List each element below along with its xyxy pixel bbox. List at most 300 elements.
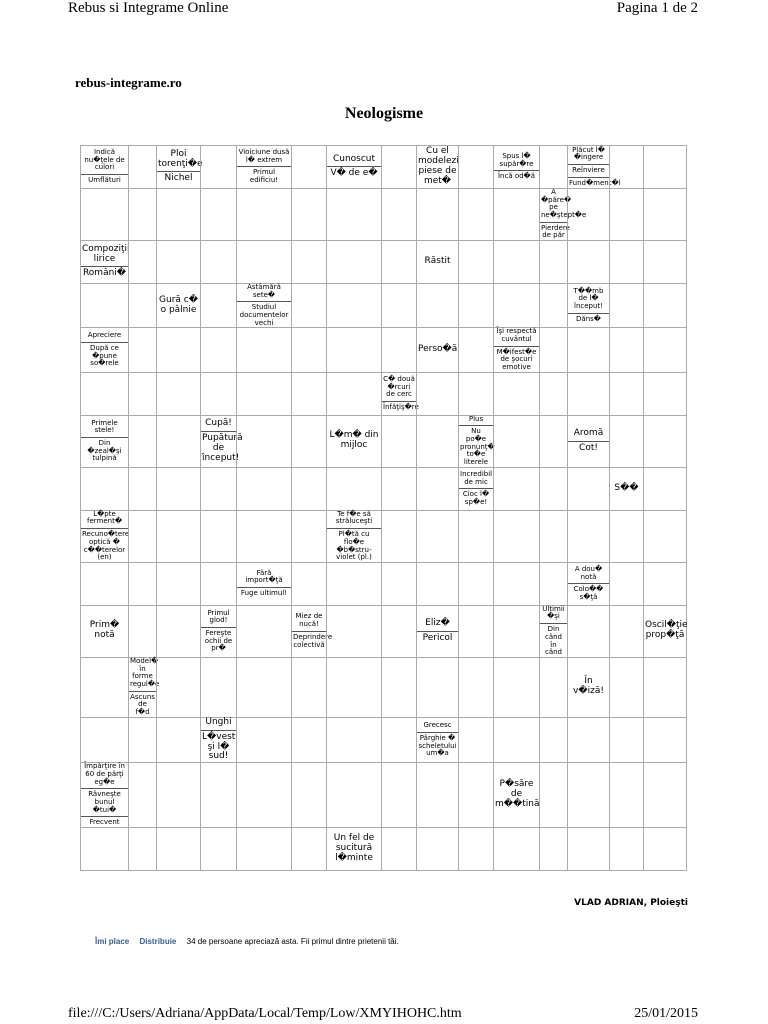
answer-cell[interactable]	[493, 510, 539, 562]
answer-cell[interactable]	[156, 240, 200, 283]
clue-text: Grecesc	[423, 721, 452, 730]
answer-cell[interactable]	[609, 188, 643, 240]
clue-text: Apreciere	[87, 331, 122, 340]
clue-text: Un fel de sucitură l�minte	[333, 833, 375, 863]
clue-cell	[326, 415, 381, 467]
answer-cell[interactable]	[381, 145, 416, 188]
clue-text: Astâmără sete�	[247, 282, 281, 299]
answer-cell[interactable]	[458, 827, 493, 870]
clue-cell	[567, 562, 609, 605]
clue-text: A �păre� pe ne�ştept�e	[541, 187, 587, 219]
answer-cell[interactable]	[156, 510, 200, 562]
clue-text: Incredibil de mic	[460, 469, 493, 486]
answer-cell[interactable]	[381, 415, 416, 467]
answer-cell[interactable]	[80, 562, 128, 605]
answer-cell[interactable]	[381, 467, 416, 510]
answer-cell[interactable]	[609, 827, 643, 870]
answer-cell[interactable]	[200, 467, 236, 510]
answer-cell[interactable]	[128, 188, 156, 240]
answer-cell[interactable]	[128, 510, 156, 562]
answer-cell[interactable]	[458, 283, 493, 327]
answer-cell[interactable]	[236, 327, 291, 371]
clue-text: Perso�ă	[418, 344, 458, 355]
answer-cell[interactable]	[539, 510, 567, 562]
answer-cell[interactable]	[458, 372, 493, 415]
answer-cell[interactable]	[609, 562, 643, 605]
answer-cell[interactable]	[458, 145, 493, 188]
answer-cell[interactable]	[291, 372, 326, 415]
answer-cell[interactable]	[493, 605, 539, 657]
clue-cell	[458, 415, 493, 467]
answer-cell[interactable]	[200, 283, 236, 327]
answer-cell[interactable]	[493, 283, 539, 327]
answer-cell[interactable]	[416, 762, 458, 827]
author-credit: VLAD ADRIAN, Ploieşti	[574, 898, 688, 908]
answer-cell[interactable]	[156, 415, 200, 467]
clue-cell	[156, 283, 200, 327]
answer-cell[interactable]	[493, 657, 539, 717]
clue-cell	[80, 510, 128, 562]
answer-cell[interactable]	[643, 240, 686, 283]
clue-cell	[80, 240, 128, 283]
answer-cell[interactable]	[643, 283, 686, 327]
clue-cell	[493, 327, 539, 371]
answer-cell[interactable]	[291, 327, 326, 371]
answer-cell[interactable]	[291, 188, 326, 240]
clue-text: Frecvent	[81, 816, 128, 827]
answer-cell[interactable]	[609, 415, 643, 467]
clue-cell	[381, 372, 419, 415]
answer-cell[interactable]	[156, 372, 200, 415]
answer-cell[interactable]	[236, 372, 291, 415]
answer-cell[interactable]	[200, 510, 236, 562]
clue-text: Răstit	[424, 256, 451, 267]
answer-cell[interactable]	[493, 240, 539, 283]
answer-cell[interactable]	[326, 605, 381, 657]
answer-cell[interactable]	[643, 327, 686, 371]
clue-cell	[493, 145, 539, 188]
answer-cell[interactable]	[643, 762, 686, 827]
answer-cell[interactable]	[609, 283, 643, 327]
answer-cell[interactable]	[291, 145, 326, 188]
clue-text: Ultimii �şi	[542, 604, 565, 621]
answer-cell[interactable]	[643, 372, 686, 415]
answer-cell[interactable]	[458, 327, 493, 371]
answer-cell[interactable]	[128, 562, 156, 605]
clue-text: Cu el modelezi piese de met�	[418, 146, 459, 186]
answer-cell[interactable]	[381, 510, 416, 562]
clue-text: Aromă	[573, 427, 604, 438]
answer-cell[interactable]	[567, 605, 609, 657]
clue-cell	[80, 415, 128, 467]
answer-cell[interactable]	[326, 283, 381, 327]
answer-cell[interactable]	[609, 762, 643, 827]
clue-cell	[416, 327, 458, 371]
answer-cell[interactable]	[416, 467, 458, 510]
answer-cell[interactable]	[643, 145, 686, 188]
clue-cell	[567, 657, 609, 717]
clue-cell	[326, 510, 381, 562]
answer-cell[interactable]	[539, 467, 567, 510]
answer-cell[interactable]	[291, 762, 326, 827]
answer-cell[interactable]	[291, 827, 326, 870]
clue-cell	[156, 145, 203, 188]
answer-cell[interactable]	[128, 240, 156, 283]
clue-text: Cot!	[568, 441, 609, 454]
clue-text: Umflături	[81, 174, 128, 185]
answer-cell[interactable]	[567, 827, 609, 870]
clue-cell	[291, 605, 333, 657]
clue-text: T��mb de l� început!	[573, 286, 604, 311]
answer-cell[interactable]	[493, 467, 539, 510]
answer-cell[interactable]	[493, 372, 539, 415]
answer-cell[interactable]	[291, 717, 326, 763]
answer-cell[interactable]	[539, 283, 567, 327]
answer-cell[interactable]	[156, 762, 200, 827]
clue-cell	[200, 717, 236, 763]
answer-cell[interactable]	[643, 467, 686, 510]
answer-cell[interactable]	[291, 240, 326, 283]
answer-cell[interactable]	[381, 605, 416, 657]
answer-cell[interactable]	[236, 605, 291, 657]
answer-cell[interactable]	[567, 372, 609, 415]
answer-cell[interactable]	[326, 327, 381, 371]
clue-text: Împărţire în 60 de părţi eg�e	[84, 762, 125, 786]
answer-cell[interactable]	[381, 657, 416, 717]
clue-cell	[236, 562, 291, 605]
answer-cell[interactable]	[291, 562, 326, 605]
answer-cell[interactable]	[567, 188, 609, 240]
answer-cell[interactable]	[381, 188, 416, 240]
clue-text: Nichel	[157, 171, 200, 184]
answer-cell[interactable]	[80, 188, 128, 240]
answer-cell[interactable]	[128, 283, 156, 327]
answer-cell[interactable]	[200, 372, 236, 415]
clue-cell	[80, 605, 128, 657]
clue-text: Fund�ment�l	[569, 178, 621, 187]
answer-cell[interactable]	[200, 327, 236, 371]
clue-text: P�săre de m��tină	[495, 779, 540, 810]
clue-text: L�m� din mijloc	[329, 430, 379, 451]
puzzle-title: Neologisme	[344, 105, 424, 122]
answer-cell[interactable]	[381, 283, 416, 327]
clue-cell	[416, 605, 458, 657]
clue-text: Ploi torenţi�e	[158, 148, 203, 169]
clue-cell	[643, 605, 686, 657]
clue-text: Reînviere	[568, 164, 609, 175]
clue-cell	[567, 415, 609, 467]
clue-text: S��	[614, 482, 639, 493]
answer-cell[interactable]	[200, 188, 236, 240]
answer-cell[interactable]	[567, 717, 609, 763]
answer-cell[interactable]	[156, 188, 200, 240]
answer-cell[interactable]	[416, 657, 458, 717]
share-button[interactable]: Distribuie	[139, 937, 177, 946]
social-bar	[95, 937, 399, 946]
answer-cell[interactable]	[609, 717, 643, 763]
answer-cell[interactable]	[416, 188, 458, 240]
clue-text: Încă od�ă	[494, 170, 539, 181]
clue-text: Gură c� o pâlnie	[159, 294, 198, 315]
answer-cell[interactable]	[236, 762, 291, 827]
answer-cell[interactable]	[200, 240, 236, 283]
answer-cell[interactable]	[326, 372, 381, 415]
answer-cell[interactable]	[643, 827, 686, 870]
clue-text: Fără import�ţă	[245, 568, 283, 585]
answer-cell[interactable]	[200, 145, 236, 188]
answer-cell[interactable]	[326, 657, 381, 717]
answer-cell[interactable]	[381, 240, 416, 283]
clue-text: Primul glod!	[207, 608, 230, 625]
clue-text: În v�iză!	[573, 676, 604, 697]
answer-cell[interactable]	[128, 372, 156, 415]
answer-cell[interactable]	[458, 562, 493, 605]
clue-text: Oscil�ţie prop�ţă	[645, 620, 688, 641]
answer-cell[interactable]	[643, 562, 686, 605]
clue-text: Miez de nucă!	[295, 612, 323, 629]
clue-text: Din �zeal�şi tulpină	[81, 437, 128, 463]
clue-text: Deprindere colectivă	[293, 632, 333, 649]
clue-cell	[326, 145, 381, 188]
answer-cell[interactable]	[128, 415, 156, 467]
answer-cell[interactable]	[80, 717, 128, 763]
answer-cell[interactable]	[156, 605, 200, 657]
clue-text: Model� în forme regul�e	[130, 656, 160, 688]
answer-cell[interactable]	[236, 240, 291, 283]
answer-cell[interactable]	[643, 188, 686, 240]
clue-text: A dou� notă	[574, 564, 603, 581]
answer-cell[interactable]	[493, 827, 539, 870]
answer-cell[interactable]	[200, 562, 236, 605]
answer-cell[interactable]	[567, 467, 609, 510]
answer-cell[interactable]	[493, 415, 539, 467]
answer-cell[interactable]	[326, 762, 381, 827]
answer-cell[interactable]	[458, 717, 493, 763]
answer-cell[interactable]	[156, 327, 200, 371]
clue-text: C� două �rcuri de cerc	[383, 374, 415, 399]
answer-cell[interactable]	[643, 657, 686, 717]
clue-text: Indică nu�ţele de culori	[84, 148, 125, 172]
crossword-grid	[80, 145, 687, 871]
answer-cell[interactable]	[200, 657, 236, 717]
answer-cell[interactable]	[416, 827, 458, 870]
answer-cell[interactable]	[609, 240, 643, 283]
answer-cell[interactable]	[493, 717, 539, 763]
clue-cell	[539, 187, 587, 240]
answer-cell[interactable]	[291, 467, 326, 510]
answer-cell[interactable]	[156, 562, 200, 605]
answer-cell[interactable]	[416, 283, 458, 327]
answer-cell[interactable]	[567, 510, 609, 562]
clue-text: Din când în când	[540, 623, 567, 657]
clue-text: Eliz�	[425, 617, 450, 628]
clue-cell	[236, 145, 291, 188]
answer-cell[interactable]	[236, 657, 291, 717]
answer-cell[interactable]	[539, 240, 567, 283]
answer-cell[interactable]	[567, 762, 609, 827]
answer-cell[interactable]	[458, 762, 493, 827]
clue-text: Pupătură de început!	[202, 432, 243, 463]
answer-cell[interactable]	[326, 717, 381, 763]
answer-cell[interactable]	[236, 188, 291, 240]
answer-cell[interactable]	[609, 510, 643, 562]
clue-text: Fuge ultimul!	[237, 587, 291, 598]
clue-cell	[200, 605, 236, 657]
answer-cell[interactable]	[643, 415, 686, 467]
answer-cell[interactable]	[156, 467, 200, 510]
answer-cell[interactable]	[236, 827, 291, 870]
answer-cell[interactable]	[381, 717, 416, 763]
answer-cell[interactable]	[381, 327, 416, 371]
clue-text: Cioc l� sp�e!	[459, 488, 493, 506]
answer-cell[interactable]	[458, 510, 493, 562]
answer-cell[interactable]	[128, 467, 156, 510]
answer-cell[interactable]	[416, 415, 458, 467]
answer-cell[interactable]	[236, 415, 291, 467]
answer-cell[interactable]	[80, 467, 128, 510]
answer-cell[interactable]	[609, 145, 643, 188]
clue-text: Pericol	[417, 631, 458, 644]
clue-text: M�ifest�e de şocuri emotive	[494, 346, 539, 372]
browser-page-title: Rebus si Integrame Online	[68, 0, 229, 16]
answer-cell[interactable]	[416, 562, 458, 605]
answer-cell[interactable]	[493, 562, 539, 605]
answer-cell[interactable]	[643, 717, 686, 763]
answer-cell[interactable]	[539, 717, 567, 763]
clue-text: V� de e�	[327, 166, 381, 179]
clue-text: Dăns�	[568, 313, 609, 324]
answer-cell[interactable]	[80, 657, 128, 717]
answer-cell[interactable]	[381, 762, 416, 827]
answer-cell[interactable]	[291, 510, 326, 562]
clue-text: Fereşte ochii de pr�	[201, 627, 236, 653]
answer-cell[interactable]	[128, 327, 156, 371]
clue-cell	[80, 762, 128, 827]
answer-cell[interactable]	[416, 510, 458, 562]
answer-cell[interactable]	[80, 283, 128, 327]
answer-cell[interactable]	[493, 188, 539, 240]
answer-cell[interactable]	[539, 372, 567, 415]
clue-text: Unghi	[205, 716, 232, 727]
like-count-text: 34 de persoane apreciază asta. Fii primul dintre prietenii tăi.	[186, 937, 399, 946]
answer-cell[interactable]	[80, 827, 128, 870]
clue-text: Prim� notă	[89, 620, 120, 641]
clue-text: Studiul documentelor vechi	[237, 301, 291, 327]
clue-cell	[128, 656, 160, 717]
clue-text: Primele stele!	[91, 418, 118, 435]
clue-cell	[416, 145, 458, 188]
like-button[interactable]: Îmi place	[95, 937, 130, 946]
clue-cell	[609, 467, 643, 510]
answer-cell[interactable]	[128, 717, 156, 763]
answer-cell[interactable]	[128, 762, 156, 827]
page-number: Pagina 1 de 2	[616, 0, 698, 16]
clue-cell	[326, 827, 381, 870]
answer-cell[interactable]	[381, 562, 416, 605]
answer-cell[interactable]	[128, 605, 156, 657]
answer-cell[interactable]	[326, 467, 381, 510]
clue-text: Pl�tă cu flo�e �b�stru-violet (pl.)	[327, 528, 381, 562]
answer-cell[interactable]	[236, 510, 291, 562]
answer-cell[interactable]	[200, 762, 236, 827]
answer-cell[interactable]	[416, 372, 458, 415]
clue-cell	[567, 283, 609, 327]
answer-cell[interactable]	[539, 327, 567, 371]
answer-cell[interactable]	[609, 605, 643, 657]
answer-cell[interactable]	[156, 827, 200, 870]
clue-text: Râvneşte bunul �tui�	[81, 788, 128, 814]
clue-text: Nu po�e pronunţ� to�e literele	[460, 427, 495, 467]
answer-cell[interactable]	[539, 145, 567, 188]
answer-cell[interactable]	[458, 605, 493, 657]
clue-text: Cupă!	[205, 418, 232, 428]
answer-cell[interactable]	[156, 717, 200, 763]
answer-cell[interactable]	[236, 467, 291, 510]
answer-cell[interactable]	[458, 240, 493, 283]
answer-cell[interactable]	[609, 327, 643, 371]
answer-cell[interactable]	[567, 327, 609, 371]
clue-text: L�vest şi l� sud!	[202, 731, 236, 762]
answer-cell[interactable]	[643, 510, 686, 562]
clue-text: Spus l� supăr�re	[499, 151, 534, 168]
clue-cell	[539, 605, 567, 657]
clue-cell	[567, 145, 621, 188]
answer-cell[interactable]	[326, 562, 381, 605]
clue-text: Pârghie � scheletului um�a	[418, 733, 457, 758]
answer-cell[interactable]	[326, 188, 381, 240]
clue-text: Plăcut l� �ingere	[572, 145, 605, 162]
clue-cell	[458, 467, 493, 510]
answer-cell[interactable]	[128, 827, 156, 870]
answer-cell[interactable]	[326, 240, 381, 283]
answer-cell[interactable]	[236, 717, 291, 763]
answer-cell[interactable]	[609, 372, 643, 415]
answer-cell[interactable]	[156, 657, 200, 717]
answer-cell[interactable]	[458, 657, 493, 717]
clue-text: Înfăţiş�re	[383, 402, 419, 411]
answer-cell[interactable]	[539, 415, 567, 467]
answer-cell[interactable]	[80, 372, 128, 415]
answer-cell[interactable]	[567, 240, 609, 283]
site-name: rebus-integrame.ro	[75, 75, 182, 90]
answer-cell[interactable]	[539, 827, 567, 870]
clue-text: Ascuns de f�d	[130, 692, 155, 717]
answer-cell[interactable]	[539, 562, 567, 605]
clue-text: După ce �pune so�rele	[81, 342, 128, 368]
answer-cell[interactable]	[381, 827, 416, 870]
answer-cell[interactable]	[128, 145, 156, 188]
clue-text: Colo�� s�ţă	[568, 583, 609, 601]
clue-text: Compoziţii lirice	[82, 243, 130, 264]
clue-text: Plus	[468, 414, 484, 423]
answer-cell[interactable]	[539, 762, 567, 827]
clue-text: Cunoscut	[332, 153, 376, 164]
clue-cell	[236, 283, 291, 327]
clue-text: Te f�e să străluceşti	[335, 509, 373, 526]
answer-cell[interactable]	[539, 657, 567, 717]
answer-cell[interactable]	[291, 657, 326, 717]
answer-cell[interactable]	[291, 415, 326, 467]
answer-cell[interactable]	[200, 827, 236, 870]
clue-text: Pierdere de păr	[541, 223, 570, 240]
clue-cell	[80, 145, 128, 188]
answer-cell[interactable]	[609, 657, 643, 717]
answer-cell[interactable]	[291, 283, 326, 327]
clue-text: L�pte ferment�	[86, 509, 122, 526]
answer-cell[interactable]	[458, 188, 493, 240]
clue-cell	[80, 327, 128, 371]
clue-cell	[416, 240, 458, 283]
